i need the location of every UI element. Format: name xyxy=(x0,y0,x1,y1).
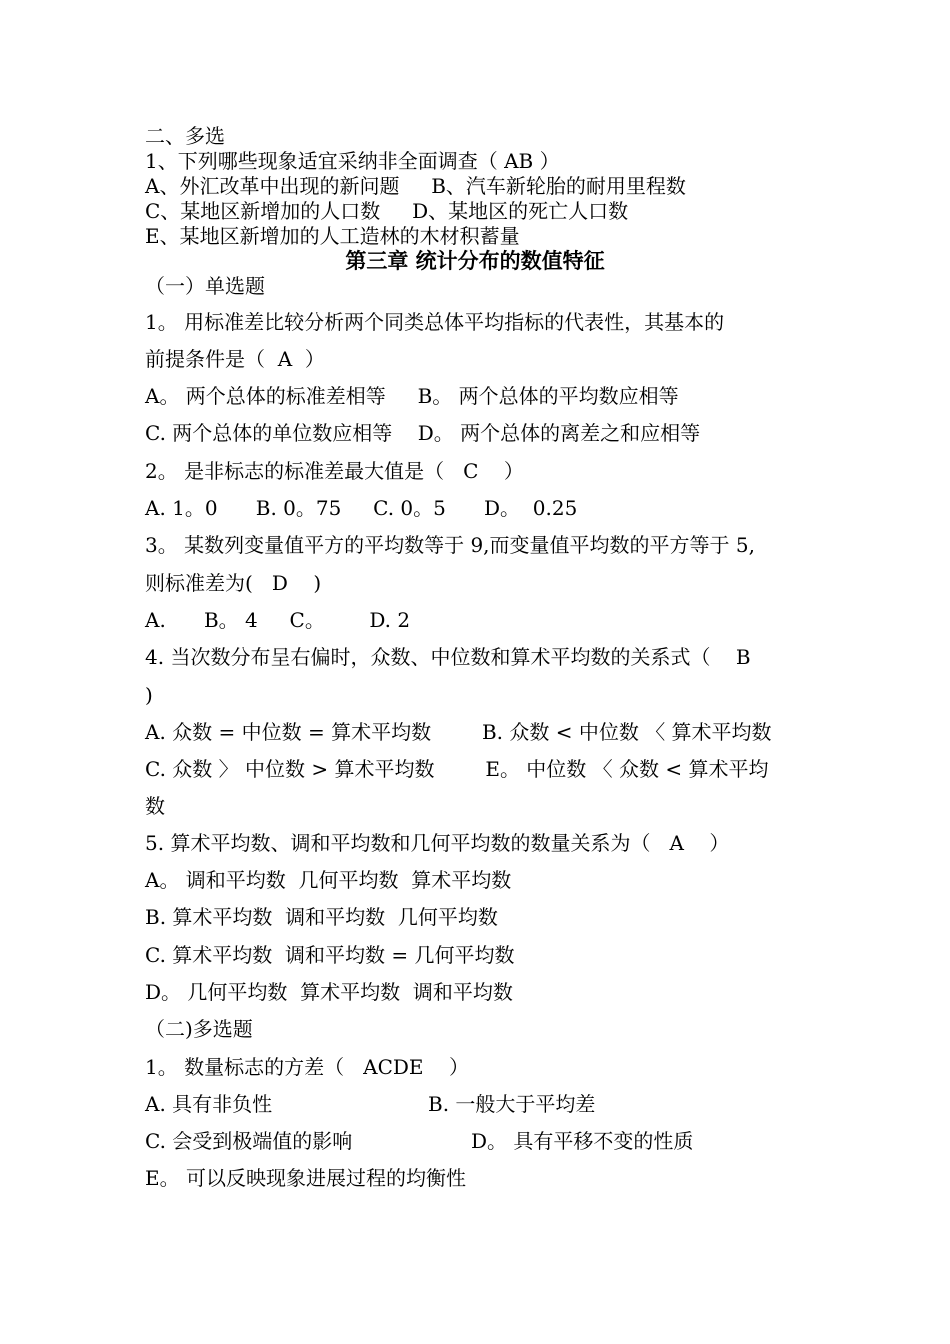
sc-q1-options-ab: A。 两个总体的标准差相等 B。 两个总体的平均数应相等 xyxy=(145,384,679,408)
sc-question-4-line-1: 4. 当次数分布呈右偏时，众数、中位数和算术平均数的关系式（ B xyxy=(145,645,751,669)
sc-question-1-line-2: 前提条件是（ A ） xyxy=(145,347,325,371)
sc-q1-options-cd: C. 两个总体的单位数应相等 D。 两个总体的离差之和应相等 xyxy=(145,421,701,445)
sc-q5-option-a: A。 调和平均数 几何平均数 算术平均数 xyxy=(145,868,512,892)
mc-question-1: 1。 数量标志的方差（ ACDE ） xyxy=(145,1055,469,1079)
sc-q4-options-ce: C. 众数 〉 中位数 > 算术平均数 E。 中位数 〈 众数 < 算术平均 xyxy=(145,757,769,781)
section-two-q1-options-cd: C、某地区新增加的人口数 D、某地区的死亡人口数 xyxy=(145,199,629,223)
sc-q3-options: A. B。 4 C。 D. 2 xyxy=(145,608,411,632)
chapter-title: 第三章 统计分布的数值特征 xyxy=(345,248,605,273)
sc-q5-option-d: D。 几何平均数 算术平均数 调和平均数 xyxy=(145,980,513,1004)
sc-question-1-line-1: 1。 用标准差比较分析两个同类总体平均指标的代表性，其基本的 xyxy=(145,310,725,334)
sc-q5-option-c: C. 算术平均数 调和平均数 = 几何平均数 xyxy=(145,943,515,967)
sc-q5-option-b: B. 算术平均数 调和平均数 几何平均数 xyxy=(145,905,498,929)
section-two-question-1: 1、下列哪些现象适宜采纳非全面调查（ AB ） xyxy=(145,149,560,173)
sc-question-3-line-2: 则标准差为( D ) xyxy=(145,571,322,595)
sc-question-4-line-2: ) xyxy=(145,683,153,707)
mc-q1-option-c: C. 会受到极端值的影响 xyxy=(145,1129,353,1153)
sc-question-3-line-1: 3。 某数列变量值平方的平均数等于 9,而变量值平均数的平方等于 5, xyxy=(145,533,755,557)
mc-q1-option-d: D。 具有平移不变的性质 xyxy=(471,1129,694,1153)
section-two-heading: 二、多选 xyxy=(145,124,225,148)
section-two-q1-options-ab: A、外汇改革中出现的新问题 B、汽车新轮胎的耐用里程数 xyxy=(145,174,686,198)
sc-q4-options-ab: A. 众数 = 中位数 = 算术平均数 B. 众数 < 中位数 〈 算术平均数 xyxy=(145,720,772,744)
sc-q2-options: A. 1。0 B. 0。75 C. 0。5 D。 0.25 xyxy=(145,496,578,520)
section-two-q1-option-e: E、某地区新增加的人工造林的木材积蓄量 xyxy=(145,224,520,248)
single-choice-heading: （一）单选题 xyxy=(145,274,265,298)
sc-q4-options-ce-continued: 数 xyxy=(145,794,165,818)
mc-q1-option-b: B. 一般大于平均差 xyxy=(428,1092,596,1116)
mc-q1-option-e: E。 可以反映现象进展过程的均衡性 xyxy=(145,1166,466,1190)
multi-choice-heading: （二)多选题 xyxy=(145,1017,253,1041)
sc-question-5: 5. 算术平均数、调和平均数和几何平均数的数量关系为（ A ） xyxy=(145,831,730,855)
mc-q1-option-a: A. 具有非负性 xyxy=(145,1092,273,1116)
sc-question-2: 2。 是非标志的标准差最大值是（ C ） xyxy=(145,459,524,483)
